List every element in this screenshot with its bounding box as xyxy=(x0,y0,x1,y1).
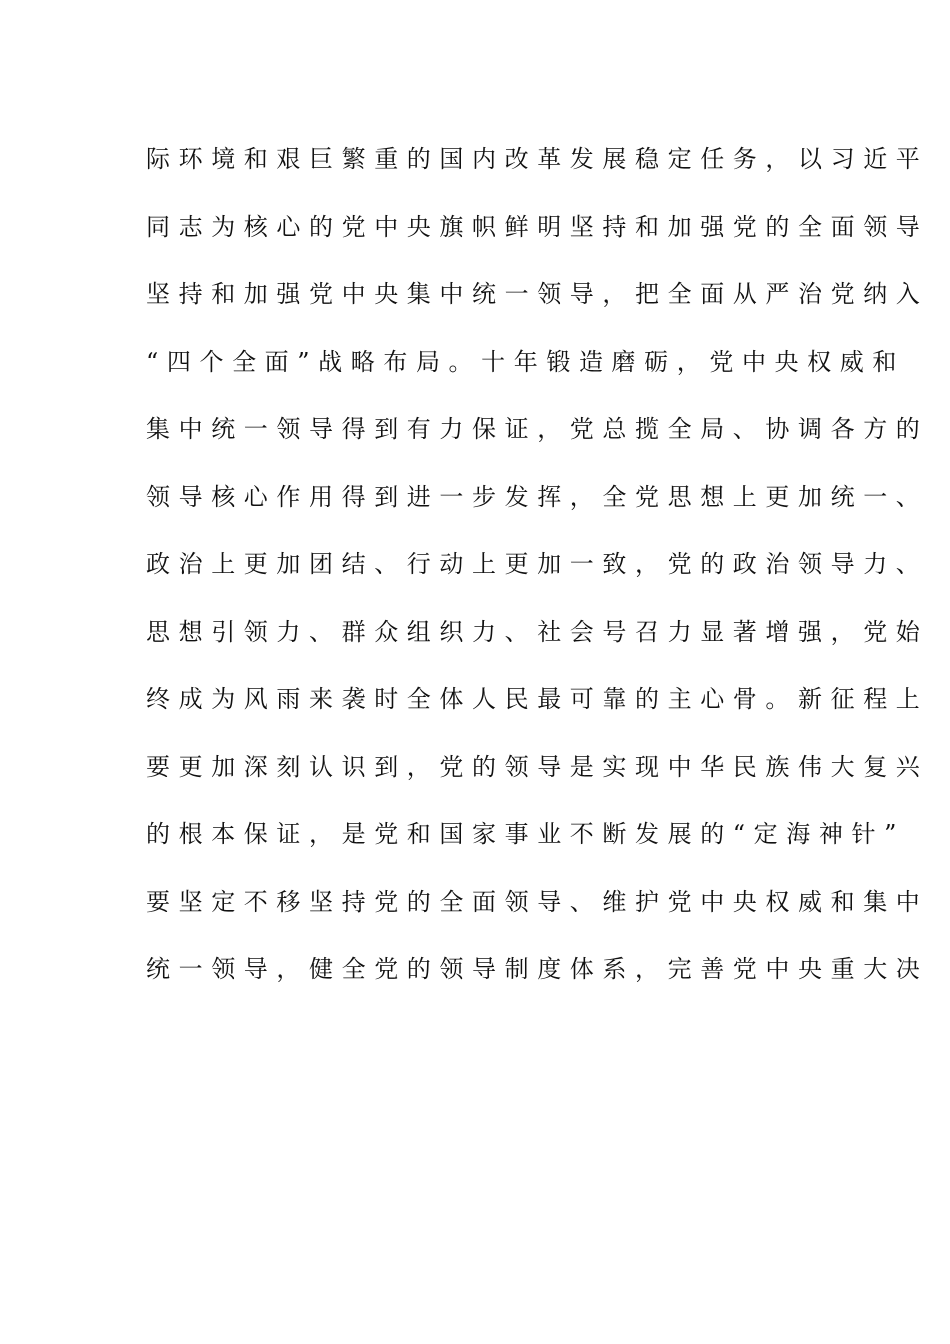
text-line: 同志为核心的党中央旗帜鲜明坚持和加强党的全面领导 xyxy=(146,212,929,241)
text-line: 终成为风雨来袭时全体人民最可靠的主心骨。新征程上 xyxy=(146,685,929,713)
text-line: 的根本保证，是党和国家事业不断发展的“定海神针” xyxy=(146,820,905,848)
text-line: 统一领导，健全党的领导制度体系，完善党中央重大决 xyxy=(146,955,929,983)
body-text xyxy=(146,134,929,1012)
text-line: 际环境和艰巨繁重的国内改革发展稳定任务，以习近平 xyxy=(146,145,929,173)
text-line: 坚持和加强党中央集中统一领导，把全面从严治党纳入 xyxy=(146,280,929,308)
text-line: 领导核心作用得到进一步发挥，全党思想上更加统一、 xyxy=(146,482,929,511)
text-line: 要坚定不移坚持党的全面领导、维护党中央权威和集中 xyxy=(146,887,929,916)
text-line: 要更加深刻认识到，党的领导是实现中华民族伟大复兴 xyxy=(146,752,929,781)
text-line: 思想引领力、群众组织力、社会号召力显著增强，党始 xyxy=(146,617,929,646)
text-line: 集中统一领导得到有力保证，党总揽全局、协调各方的 xyxy=(146,415,929,443)
text-line: 政治上更加团结、行动上更加一致，党的政治领导力、 xyxy=(146,550,929,578)
text-line: “四个全面”战略布局。十年锻造磨砺，党中央权威和 xyxy=(146,347,905,376)
